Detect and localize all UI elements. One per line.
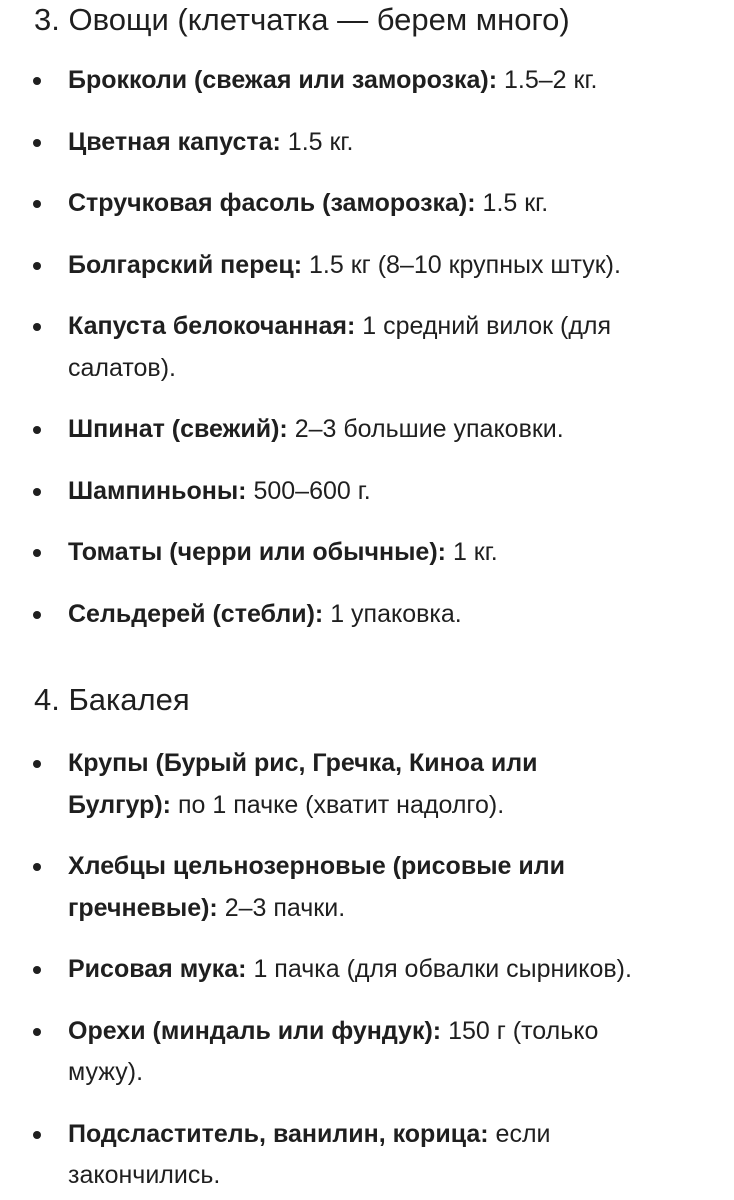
item-label: Болгарский перец: bbox=[68, 250, 303, 279]
bullet-icon bbox=[33, 200, 41, 208]
item-value: 150 г (только мужу). bbox=[68, 1016, 599, 1086]
item-value: если закончились. bbox=[68, 1119, 551, 1189]
item-label: Брокколи (свежая или заморозка): bbox=[68, 66, 498, 94]
item-label: Рисовая мука: bbox=[68, 955, 247, 983]
section-title-vegetables: 3. Овощи (клетчатка — берем много) bbox=[34, 2, 570, 37]
list-item bbox=[0, 532, 734, 574]
bullet-icon bbox=[33, 760, 41, 768]
item-value: 1 средний вилок (для салатов). bbox=[68, 312, 612, 382]
item-value: 1 кг. bbox=[446, 538, 498, 566]
list-item bbox=[0, 743, 734, 826]
item-value: 2–3 большие упаковки. bbox=[287, 415, 564, 443]
bullet-icon bbox=[33, 1028, 41, 1036]
item-label: Капуста белокочанная: bbox=[68, 312, 356, 340]
list-item bbox=[0, 306, 734, 389]
item-value: 2–3 пачки. bbox=[217, 893, 346, 922]
item-value: по 1 пачке (хватит надолго). bbox=[171, 790, 505, 819]
list-item bbox=[0, 1114, 734, 1197]
bullet-icon bbox=[33, 1131, 41, 1139]
list-item bbox=[0, 594, 734, 636]
item-label: Подсластитель, ванилин, корица: bbox=[68, 1119, 489, 1148]
list-item bbox=[0, 245, 734, 287]
item-label: Хлебцы цельнозерновые (рисовые или гречневые): bbox=[68, 852, 566, 922]
list-item bbox=[0, 183, 734, 225]
bullet-icon bbox=[33, 77, 41, 85]
bullet-icon bbox=[33, 262, 41, 270]
item-value: 1.5 кг (8–10 крупных штук). bbox=[302, 250, 621, 279]
item-label: Орехи (миндаль или фундук): bbox=[68, 1016, 442, 1045]
item-label: Стручковая фасоль (заморозка): bbox=[68, 189, 476, 217]
list-item bbox=[0, 471, 734, 513]
list-item bbox=[0, 846, 734, 929]
item-value: 500–600 г. bbox=[246, 476, 371, 505]
list-item bbox=[0, 60, 734, 102]
bullet-icon bbox=[33, 966, 41, 974]
item-value: 1 пачка (для обвалки сырников). bbox=[246, 955, 632, 983]
list-item bbox=[0, 949, 734, 991]
bullet-icon bbox=[33, 611, 41, 619]
item-label: Шпинат (свежий): bbox=[68, 415, 288, 443]
item-value: 1.5–2 кг. bbox=[497, 66, 598, 94]
list-item bbox=[0, 1011, 734, 1094]
bullet-icon bbox=[33, 863, 41, 871]
list-item bbox=[0, 122, 734, 164]
vegetables-list bbox=[0, 60, 734, 635]
list-item bbox=[0, 409, 734, 451]
item-label: Шампиньоны: bbox=[68, 476, 247, 505]
item-label: Цветная капуста: bbox=[68, 127, 281, 156]
grocery-list bbox=[0, 743, 734, 1197]
section-title-grocery: 4. Бакалея bbox=[34, 682, 190, 717]
bullet-icon bbox=[33, 323, 41, 331]
item-value: 1 упаковка. bbox=[323, 599, 462, 628]
bullet-icon bbox=[33, 488, 41, 496]
item-label: Крупы (Бурый рис, Гречка, Киноа или Булгур): bbox=[68, 749, 538, 819]
item-value: 1.5 кг. bbox=[475, 189, 549, 217]
item-value: 1.5 кг. bbox=[280, 127, 354, 156]
bullet-icon bbox=[33, 139, 41, 147]
bullet-icon bbox=[33, 549, 41, 557]
item-label: Сельдерей (стебли): bbox=[68, 599, 324, 628]
item-label: Томаты (черри или обычные): bbox=[68, 538, 446, 566]
bullet-icon bbox=[33, 426, 41, 434]
